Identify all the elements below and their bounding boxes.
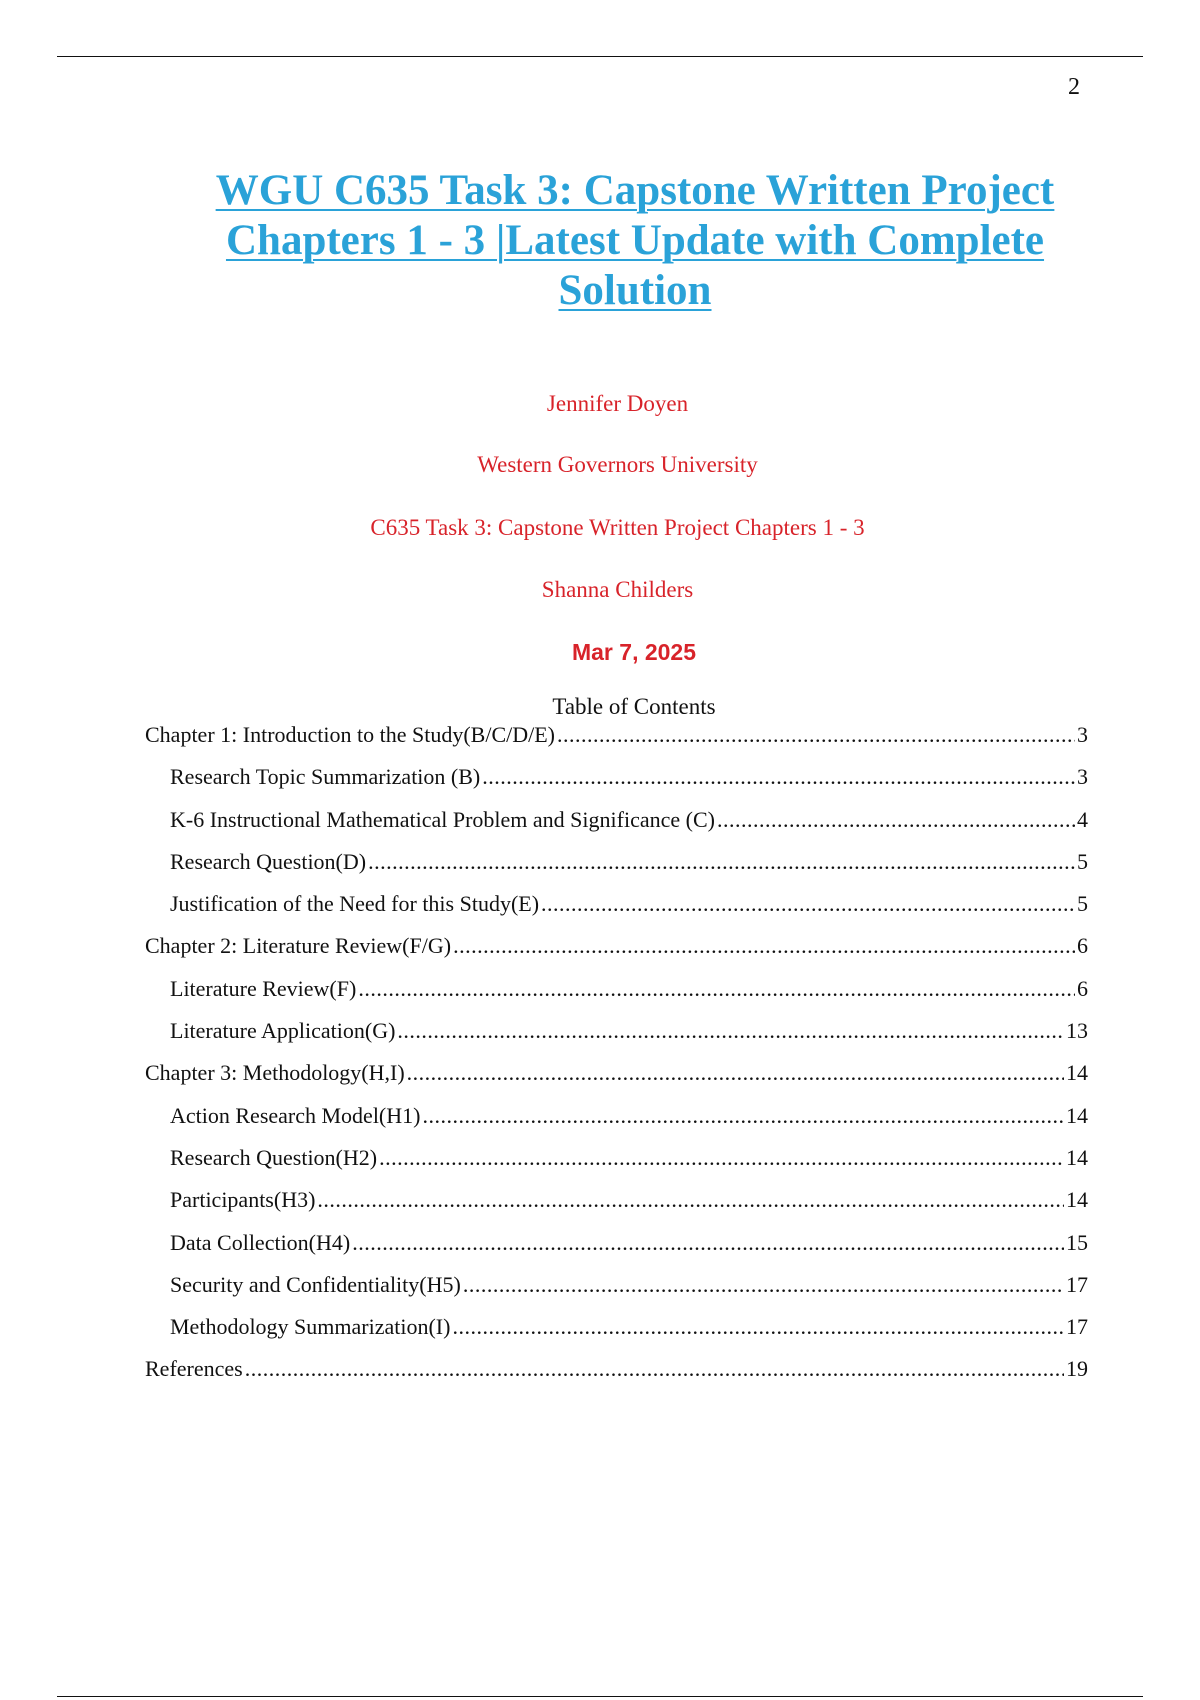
title-line-3[interactable]: Solution (558, 267, 712, 314)
toc-dot-leader (379, 1143, 1064, 1173)
toc-dot-leader (317, 1185, 1064, 1215)
toc-entry-label[interactable]: Security and Confidentiality(H5) (170, 1271, 461, 1297)
toc-entry-page[interactable]: 14 (1066, 1144, 1088, 1170)
toc-dot-leader (541, 889, 1075, 919)
toc-dot-leader (557, 720, 1075, 750)
toc-dot-leader (407, 1058, 1064, 1088)
toc-entry[interactable] (145, 931, 1088, 973)
toc-entry-label[interactable]: Action Research Model(H1) (170, 1102, 421, 1128)
toc-dot-leader (452, 1312, 1064, 1342)
toc-dot-leader (368, 847, 1075, 877)
footer-rule (57, 1696, 1143, 1697)
toc-entry-label[interactable]: Research Question(D) (170, 848, 367, 874)
toc-entry[interactable] (145, 762, 1088, 804)
toc-dot-leader (717, 805, 1075, 835)
toc-entry-page[interactable]: 5 (1077, 891, 1088, 917)
toc-entry-page[interactable]: 4 (1077, 806, 1088, 832)
table-of-contents (145, 720, 1088, 1397)
university-name: Western Governors University (477, 452, 758, 477)
instructor-name: Shanna Childers (541, 577, 694, 602)
toc-entry-label[interactable]: Chapter 1: Introduction to the Study(B/C/D/E) (145, 722, 556, 747)
toc-entry-label[interactable]: Research Topic Summarization (B) (170, 764, 481, 790)
title-line-2[interactable]: Chapters 1 - 3 |Latest Update with Complete (225, 217, 1045, 264)
toc-entry-label[interactable]: K-6 Instructional Mathematical Problem and Significance (C) (170, 806, 715, 832)
toc-entry[interactable] (145, 720, 1088, 762)
toc-dot-leader (245, 1354, 1064, 1384)
toc-entry-label[interactable]: Participants(H3) (170, 1187, 316, 1213)
toc-entry-page[interactable]: 5 (1077, 848, 1088, 874)
toc-dot-leader (358, 974, 1075, 1004)
document-title[interactable] (150, 166, 1120, 316)
page-number: 2 (1068, 74, 1080, 100)
toc-entry-page[interactable]: 17 (1066, 1314, 1088, 1340)
toc-entry-page[interactable]: 3 (1077, 722, 1088, 747)
toc-entry-page[interactable]: 14 (1066, 1102, 1088, 1128)
toc-dot-leader (397, 1016, 1064, 1046)
toc-entry[interactable] (145, 889, 1088, 931)
toc-entry-page[interactable]: 17 (1066, 1271, 1088, 1297)
toc-entry[interactable] (145, 1143, 1088, 1185)
toc-dot-leader (463, 1270, 1064, 1300)
toc-entry[interactable] (145, 1270, 1088, 1312)
toc-entry[interactable] (145, 1101, 1088, 1143)
toc-entry[interactable] (145, 805, 1088, 847)
header-rule (57, 56, 1143, 57)
toc-entry-page[interactable]: 14 (1066, 1187, 1088, 1213)
title-link[interactable] (216, 167, 1055, 314)
toc-entry-page[interactable]: 6 (1077, 933, 1088, 959)
toc-entry[interactable] (145, 1312, 1088, 1354)
toc-entry-page[interactable]: 19 (1066, 1356, 1088, 1382)
toc-entry-label[interactable]: Literature Application(G) (170, 1018, 396, 1044)
toc-entry[interactable] (145, 974, 1088, 1016)
title-line-1[interactable]: WGU C635 Task 3: Capstone Written Project (215, 167, 1055, 214)
toc-entry-label[interactable]: Justification of the Need for this Study(E) (170, 891, 540, 917)
course-title: C635 Task 3: Capstone Written Project Chapters 1 - 3 (370, 515, 865, 540)
document-date: Mar 7, 2025 (571, 639, 697, 665)
toc-entry[interactable] (145, 1228, 1088, 1270)
toc-entry-page[interactable]: 13 (1066, 1018, 1088, 1044)
toc-entry-label[interactable]: Literature Review(F) (170, 975, 357, 1001)
toc-entry-page[interactable]: 3 (1077, 764, 1088, 790)
author-name: Jennifer Doyen (546, 391, 689, 416)
toc-entry[interactable] (145, 1016, 1088, 1058)
toc-heading: Table of Contents (552, 694, 716, 719)
toc-entry-label[interactable]: Methodology Summarization(I) (170, 1314, 451, 1340)
toc-entry-page[interactable]: 15 (1066, 1229, 1088, 1255)
toc-entry[interactable] (145, 1185, 1088, 1227)
toc-entry-label[interactable]: Data Collection(H4) (170, 1229, 351, 1255)
toc-dot-leader (422, 1101, 1064, 1131)
toc-entry-label[interactable]: Chapter 2: Literature Review(F/G) (145, 933, 452, 959)
toc-dot-leader (352, 1228, 1064, 1258)
toc-entry-label[interactable]: Research Question(H2) (170, 1144, 378, 1170)
toc-entry[interactable] (145, 1354, 1088, 1396)
toc-dot-leader (482, 762, 1075, 792)
toc-entry[interactable] (145, 847, 1088, 889)
toc-entry-page[interactable]: 6 (1077, 975, 1088, 1001)
toc-entry-label[interactable]: References (145, 1356, 243, 1382)
toc-entry[interactable] (145, 1058, 1088, 1100)
toc-entry-page[interactable]: 14 (1066, 1060, 1088, 1086)
toc-dot-leader (453, 931, 1075, 961)
toc-entry-label[interactable]: Chapter 3: Methodology(H,I) (145, 1060, 405, 1086)
